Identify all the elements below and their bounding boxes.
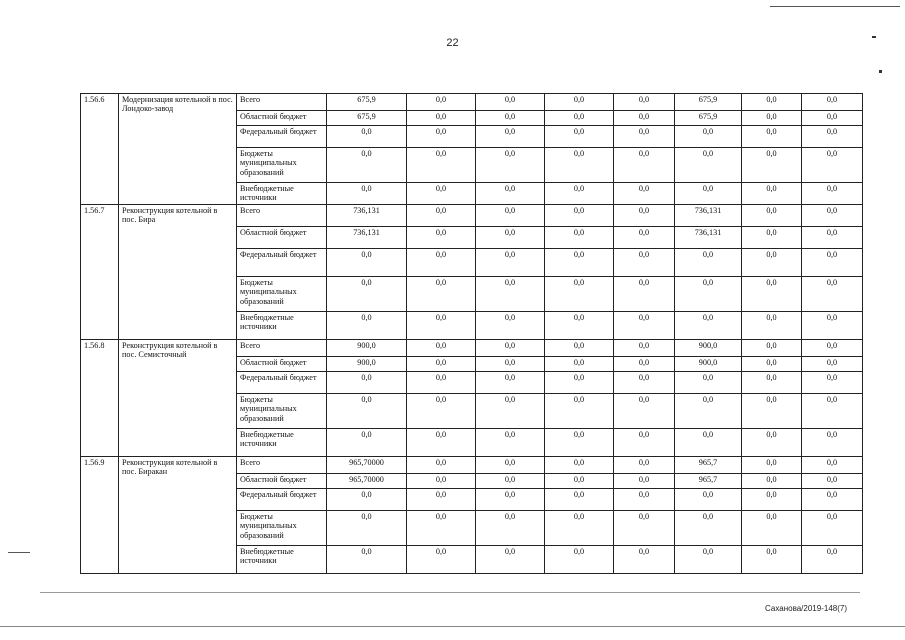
amount-cell: 0,0 xyxy=(407,545,476,573)
amount-cell: 0,0 xyxy=(802,204,863,226)
amount-cell: 0,0 xyxy=(675,510,742,545)
amount-cell: 0,0 xyxy=(476,393,545,428)
amount-cell: 0,0 xyxy=(802,111,863,126)
amount-cell: 0,0 xyxy=(327,545,407,573)
amount-cell: 0,0 xyxy=(675,488,742,510)
amount-cell: 0,0 xyxy=(476,371,545,393)
amount-cell: 0,0 xyxy=(802,226,863,248)
amount-cell: 0,0 xyxy=(802,545,863,573)
funding-source-label: Бюджеты муниципальных образований xyxy=(237,276,327,311)
funding-source-label: Федеральный бюджет xyxy=(237,488,327,510)
amount-cell: 0,0 xyxy=(802,428,863,456)
amount-cell: 0,0 xyxy=(476,276,545,311)
amount-cell: 0,0 xyxy=(614,545,675,573)
amount-cell: 0,0 xyxy=(407,311,476,339)
amount-cell: 0,0 xyxy=(742,456,802,473)
scan-top-edge-line xyxy=(770,6,900,7)
amount-cell: 0,0 xyxy=(476,204,545,226)
amount-cell: 675,9 xyxy=(327,111,407,126)
amount-cell: 0,0 xyxy=(476,488,545,510)
item-name: Реконструкция котельной в пос. Биракан xyxy=(119,456,237,573)
amount-cell: 0,0 xyxy=(802,126,863,148)
amount-cell: 0,0 xyxy=(742,311,802,339)
amount-cell: 0,0 xyxy=(545,393,614,428)
amount-cell: 0,0 xyxy=(545,111,614,126)
amount-cell: 0,0 xyxy=(545,204,614,226)
amount-cell: 0,0 xyxy=(614,356,675,371)
amount-cell: 0,0 xyxy=(407,428,476,456)
amount-cell: 0,0 xyxy=(614,126,675,148)
amount-cell: 0,0 xyxy=(614,183,675,205)
amount-cell: 0,0 xyxy=(742,473,802,488)
amount-cell: 0,0 xyxy=(742,356,802,371)
amount-cell: 0,0 xyxy=(476,248,545,276)
funding-source-label: Внебюджетные источники xyxy=(237,545,327,573)
amount-cell: 0,0 xyxy=(802,371,863,393)
amount-cell: 0,0 xyxy=(327,311,407,339)
funding-source-label: Внебюджетные источники xyxy=(237,311,327,339)
amount-cell: 0,0 xyxy=(802,473,863,488)
amount-cell: 0,0 xyxy=(802,339,863,356)
amount-cell: 0,0 xyxy=(476,226,545,248)
amount-cell: 0,0 xyxy=(327,248,407,276)
amount-cell: 0,0 xyxy=(476,111,545,126)
amount-cell: 0,0 xyxy=(675,428,742,456)
amount-cell: 0,0 xyxy=(742,183,802,205)
amount-cell: 0,0 xyxy=(327,488,407,510)
amount-cell: 0,0 xyxy=(802,183,863,205)
amount-cell: 0,0 xyxy=(407,276,476,311)
amount-cell: 0,0 xyxy=(545,248,614,276)
item-name: Модернизация котельной в пос. Лондоко-завод xyxy=(119,94,237,205)
amount-cell: 0,0 xyxy=(742,545,802,573)
document-footer-code: Саханова/2019-148(7) xyxy=(765,604,847,613)
amount-cell: 0,0 xyxy=(476,456,545,473)
amount-cell: 0,0 xyxy=(802,456,863,473)
amount-cell: 0,0 xyxy=(614,339,675,356)
amount-cell: 0,0 xyxy=(742,488,802,510)
amount-cell: 0,0 xyxy=(614,428,675,456)
amount-cell: 0,0 xyxy=(802,488,863,510)
amount-cell: 0,0 xyxy=(327,393,407,428)
amount-cell: 0,0 xyxy=(614,456,675,473)
amount-cell: 675,9 xyxy=(675,94,742,111)
amount-cell: 0,0 xyxy=(742,94,802,111)
amount-cell: 0,0 xyxy=(476,510,545,545)
amount-cell: 0,0 xyxy=(675,545,742,573)
funding-source-label: Федеральный бюджет xyxy=(237,248,327,276)
amount-cell: 965,7 xyxy=(675,456,742,473)
amount-cell: 0,0 xyxy=(742,510,802,545)
scan-bottom-line xyxy=(40,592,860,593)
amount-cell: 0,0 xyxy=(802,356,863,371)
item-code: 1.56.6 xyxy=(81,94,119,205)
amount-cell: 0,0 xyxy=(407,94,476,111)
amount-cell: 0,0 xyxy=(407,510,476,545)
funding-source-label: Всего xyxy=(237,94,327,111)
page-number: 22 xyxy=(446,37,459,49)
amount-cell: 0,0 xyxy=(327,276,407,311)
amount-cell: 736,131 xyxy=(327,204,407,226)
amount-cell: 0,0 xyxy=(614,311,675,339)
amount-cell: 0,0 xyxy=(407,339,476,356)
funding-source-label: Областной бюджет xyxy=(237,473,327,488)
budget-table xyxy=(80,93,863,574)
amount-cell: 0,0 xyxy=(476,428,545,456)
amount-cell: 965,70000 xyxy=(327,456,407,473)
amount-cell: 0,0 xyxy=(545,94,614,111)
table-row xyxy=(81,94,863,111)
amount-cell: 0,0 xyxy=(327,371,407,393)
amount-cell: 0,0 xyxy=(545,473,614,488)
item-name: Реконструкция котельной в пос. Бира xyxy=(119,204,237,339)
amount-cell: 0,0 xyxy=(802,276,863,311)
amount-cell: 0,0 xyxy=(675,248,742,276)
amount-cell: 0,0 xyxy=(742,126,802,148)
amount-cell: 0,0 xyxy=(614,248,675,276)
amount-cell: 0,0 xyxy=(327,183,407,205)
amount-cell: 0,0 xyxy=(327,126,407,148)
amount-cell: 0,0 xyxy=(476,148,545,183)
amount-cell: 0,0 xyxy=(614,473,675,488)
amount-cell: 0,0 xyxy=(545,545,614,573)
budget-table-body xyxy=(81,94,863,574)
amount-cell: 0,0 xyxy=(545,183,614,205)
amount-cell: 0,0 xyxy=(407,111,476,126)
amount-cell: 0,0 xyxy=(407,371,476,393)
amount-cell: 0,0 xyxy=(407,148,476,183)
amount-cell: 0,0 xyxy=(742,339,802,356)
amount-cell: 0,0 xyxy=(476,473,545,488)
funding-source-label: Внебюджетные источники xyxy=(237,183,327,205)
amount-cell: 900,0 xyxy=(327,339,407,356)
item-name: Реконструкция котельной в пос. Семисточный xyxy=(119,339,237,456)
funding-source-label: Всего xyxy=(237,456,327,473)
amount-cell: 0,0 xyxy=(545,148,614,183)
amount-cell: 0,0 xyxy=(545,126,614,148)
amount-cell: 736,131 xyxy=(675,204,742,226)
amount-cell: 0,0 xyxy=(802,248,863,276)
amount-cell: 0,0 xyxy=(545,510,614,545)
amount-cell: 0,0 xyxy=(407,393,476,428)
item-code: 1.56.9 xyxy=(81,456,119,573)
amount-cell: 0,0 xyxy=(476,356,545,371)
amount-cell: 0,0 xyxy=(614,111,675,126)
funding-source-label: Всего xyxy=(237,204,327,226)
amount-cell: 965,7 xyxy=(675,473,742,488)
amount-cell: 0,0 xyxy=(476,339,545,356)
amount-cell: 0,0 xyxy=(742,428,802,456)
amount-cell: 0,0 xyxy=(545,226,614,248)
amount-cell: 0,0 xyxy=(802,311,863,339)
amount-cell: 0,0 xyxy=(327,148,407,183)
amount-cell: 0,0 xyxy=(614,510,675,545)
scan-speck xyxy=(879,70,882,73)
funding-source-label: Областной бюджет xyxy=(237,111,327,126)
amount-cell: 0,0 xyxy=(545,356,614,371)
amount-cell: 0,0 xyxy=(614,226,675,248)
amount-cell: 675,9 xyxy=(327,94,407,111)
amount-cell: 0,0 xyxy=(742,226,802,248)
amount-cell: 0,0 xyxy=(614,204,675,226)
amount-cell: 0,0 xyxy=(614,371,675,393)
amount-cell: 0,0 xyxy=(407,356,476,371)
table-row xyxy=(81,204,863,226)
funding-source-label: Всего xyxy=(237,339,327,356)
amount-cell: 0,0 xyxy=(327,510,407,545)
amount-cell: 0,0 xyxy=(614,393,675,428)
amount-cell: 0,0 xyxy=(614,276,675,311)
funding-source-label: Федеральный бюджет xyxy=(237,371,327,393)
amount-cell: 0,0 xyxy=(545,311,614,339)
amount-cell: 0,0 xyxy=(675,311,742,339)
amount-cell: 0,0 xyxy=(545,276,614,311)
amount-cell: 0,0 xyxy=(476,94,545,111)
amount-cell: 900,0 xyxy=(327,356,407,371)
funding-source-label: Бюджеты муниципальных образований xyxy=(237,148,327,183)
amount-cell: 0,0 xyxy=(675,148,742,183)
amount-cell: 0,0 xyxy=(407,488,476,510)
amount-cell: 965,70000 xyxy=(327,473,407,488)
amount-cell: 0,0 xyxy=(802,510,863,545)
amount-cell: 0,0 xyxy=(742,204,802,226)
amount-cell: 0,0 xyxy=(675,371,742,393)
funding-source-label: Областной бюджет xyxy=(237,226,327,248)
amount-cell: 736,131 xyxy=(327,226,407,248)
amount-cell: 0,0 xyxy=(476,545,545,573)
amount-cell: 0,0 xyxy=(407,126,476,148)
amount-cell: 0,0 xyxy=(407,473,476,488)
amount-cell: 0,0 xyxy=(407,248,476,276)
amount-cell: 0,0 xyxy=(407,456,476,473)
item-code: 1.56.7 xyxy=(81,204,119,339)
amount-cell: 0,0 xyxy=(802,393,863,428)
amount-cell: 0,0 xyxy=(742,276,802,311)
amount-cell: 0,0 xyxy=(407,226,476,248)
amount-cell: 900,0 xyxy=(675,339,742,356)
amount-cell: 736,131 xyxy=(675,226,742,248)
amount-cell: 0,0 xyxy=(802,148,863,183)
funding-source-label: Бюджеты муниципальных образований xyxy=(237,393,327,428)
amount-cell: 0,0 xyxy=(476,126,545,148)
amount-cell: 0,0 xyxy=(545,371,614,393)
scan-left-margin-mark xyxy=(8,552,30,553)
amount-cell: 0,0 xyxy=(614,148,675,183)
amount-cell: 900,0 xyxy=(675,356,742,371)
amount-cell: 0,0 xyxy=(545,428,614,456)
table-row xyxy=(81,456,863,473)
amount-cell: 0,0 xyxy=(675,126,742,148)
amount-cell: 0,0 xyxy=(742,148,802,183)
amount-cell: 0,0 xyxy=(545,456,614,473)
funding-source-label: Внебюджетные источники xyxy=(237,428,327,456)
table-row xyxy=(81,339,863,356)
scan-bottom-edge-line xyxy=(0,626,905,627)
amount-cell: 0,0 xyxy=(476,311,545,339)
amount-cell: 0,0 xyxy=(407,183,476,205)
amount-cell: 0,0 xyxy=(802,94,863,111)
amount-cell: 0,0 xyxy=(675,183,742,205)
amount-cell: 0,0 xyxy=(675,393,742,428)
item-code: 1.56.8 xyxy=(81,339,119,456)
amount-cell: 0,0 xyxy=(742,393,802,428)
amount-cell: 0,0 xyxy=(476,183,545,205)
amount-cell: 0,0 xyxy=(742,111,802,126)
amount-cell: 0,0 xyxy=(327,428,407,456)
amount-cell: 0,0 xyxy=(742,248,802,276)
amount-cell: 0,0 xyxy=(545,488,614,510)
amount-cell: 0,0 xyxy=(407,204,476,226)
funding-source-label: Бюджеты муниципальных образований xyxy=(237,510,327,545)
funding-source-label: Федеральный бюджет xyxy=(237,126,327,148)
amount-cell: 675,9 xyxy=(675,111,742,126)
amount-cell: 0,0 xyxy=(545,339,614,356)
amount-cell: 0,0 xyxy=(614,488,675,510)
funding-source-label: Областной бюджет xyxy=(237,356,327,371)
amount-cell: 0,0 xyxy=(675,276,742,311)
amount-cell: 0,0 xyxy=(614,94,675,111)
amount-cell: 0,0 xyxy=(742,371,802,393)
